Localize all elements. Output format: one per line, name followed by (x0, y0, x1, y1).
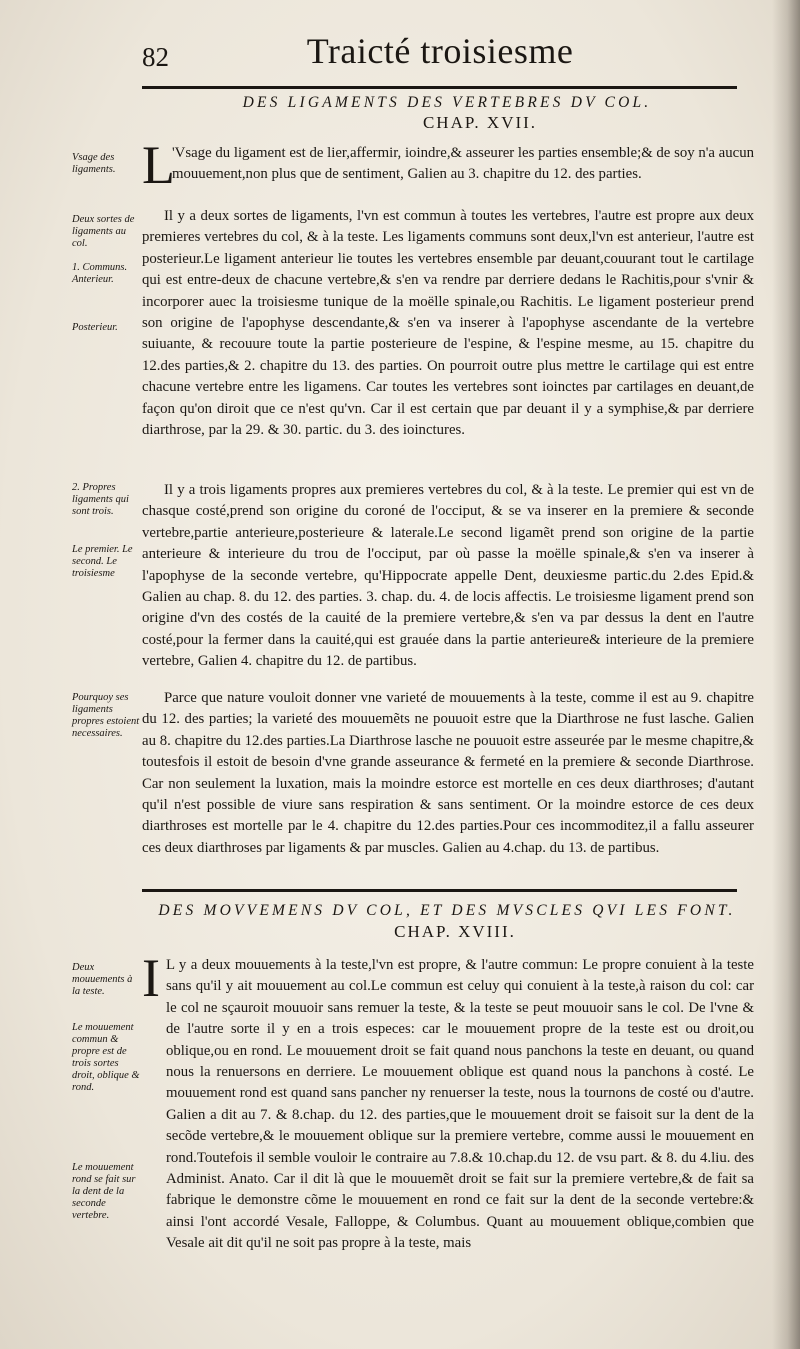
paragraph: Il y a deux sortes de ligaments, l'vn est commun à toutes les vertebres, l'autre est propre aux deux premieres vertebres du col, & à la teste. Les ligaments communs sont deux,l'vn est anterieur, l'autre est posterieur.Le ligament anterieur lie toutes les vertebres ensemble par deuant,couurant tout le cartilage qui est entre-deux de chacune vertebre,& s'en va rendre par derriere dedans le Rachitis,pour s'vnir & incorporer auec la troisiesme tunique de la moëlle spinale,ou Rachitis. Le ligament posterieur prend son origine de l'apophyse descendante,& s'en va inserer à l'apophyse ascendante de la vertebre suiuante, & recouure toute la partie posterieure de l'espine, & l'espine mesme, au 15. chapitre du 12.des parties,& 2. chapitre du 13. des parties. On pourroit outre plus mettre le cartilage qui est entre chacune vertebre entre les ligamens. Car toutes les vertebres sont ioinctes par cartilages en deuant,de façon qu'on diroit que ce n'est qu'vn. Car il est certain que par deuant il y a symphise,& par derriere diarthrose, par la 29. & 30. partic. du 3. des ioinctures. (142, 208, 754, 439)
chapter18-number: CHAP. XVIII. (394, 922, 516, 941)
margin-note: 1. Communs. Anterieur. (72, 262, 128, 285)
page-binding-shadow (772, 0, 800, 1349)
paragraph: 'Vsage du ligament est de lier,affermir, ioindre,& asseurer les parties ensemble;& de soy n'a aucun mouuement,non plus que de sentiment, Galien au 3. chapitre du 12. des parties. (172, 145, 754, 183)
dropcap-i: I (142, 948, 160, 1008)
margin-note: Pourquoy ses ligaments propres estoient necessaires. (72, 692, 140, 739)
page-number: 82 (142, 42, 169, 72)
chapter18-title: DES MOVVEMENS DV COL, ET DES MVSCLES QVI LES FONT. (158, 902, 736, 919)
paragraph: Parce que nature vouloit donner vne varieté de mouuements à la teste, comme il est au 9. chapitre du 12. des parties; la varieté des mouuemẽts ne pouuoit estre que la Diarthrose ne fust lasche. Galien au 8. chapitre du 12.des parties.La Diarthrose lasche ne pouuoit estre asseurée par le mesme chapitre,& toutesfois il estoit de besoin d'vne grande asseurance & fermeté en la premiere & seconde Diarthrose. Car non seulement la luxation, mais la moindre estorce est mortelle en ces deux diarthroses; d'autant qu'il n'est possible de viure sans respiration & sans sentiment. Or la moindre estorce de ces deux diarthroses est mortelle par le 4. chapitre du 12.des parties.Pour ces incommoditez,il a fallu asseurer ces deux diarthroses par ligaments & par muscles. Galien au 4.chap. du 13. de partibus. (142, 690, 754, 856)
running-title: Traicté troisiesme (306, 31, 574, 71)
margin-note: Le mouuement commun & propre est de trois sortes droit, oblique & rond. (72, 1022, 140, 1093)
chapter17-number: CHAP. XVII. (422, 113, 538, 132)
margin-note: Deux mouuements à la teste. (72, 962, 133, 997)
paragraph: Il y a trois ligaments propres aux premieres vertebres du col, & à la teste. Le premier qui est vn de chasque costé,prend son origine du coroné de l'occiput, & se va inserer en la premiere & seconde vertebre,partie anterieure,posterieure & laterale.Le second ligamẽt prend son origine de la partie anterieure & interieure du trou de l'occiput, par où passe la moëlle spinale,& s'en va inserer à l'apophyse de la seconde vertebre, qu'Hippocrate appelle Dent, deuxiesme partic.du 2.des Epid.& Galien au chap. 8. du 12. des parties. 3. chap. du. 4. de locis affectis. Le troisiesme ligament prend son origine d'vn des costés de la cauité de la premiere vertebre,& s'en va par dessus la dent en l'autre costé,pour la fermer dans la cauité,qui est grauée dans la partie anterieure& interieure de la premiere vertebre, Galien 4. chapitre du 12. de partibus. (142, 482, 754, 670)
margin-note: Vsage des ligaments. (72, 152, 116, 175)
dropcap-l: L (142, 135, 175, 195)
margin-note: Deux sortes de ligaments au col. (72, 214, 135, 249)
margin-note: 2. Propres ligaments qui sont trois. (72, 482, 129, 517)
margin-note: Le mouuement rond se fait sur la dent de la seconde vertebre. (72, 1162, 136, 1221)
chapter17-title: DES LIGAMENTS DES VERTEBRES DV COL. (242, 94, 652, 111)
header-rule (142, 86, 737, 89)
section-rule (142, 889, 737, 892)
margin-note: Posterieur. (72, 322, 118, 333)
margin-note: Le premier. Le second. Le troisiesme (72, 544, 133, 579)
paragraph: L y a deux mouuements à la teste,l'vn est propre, & l'autre commun: Le propre conuient à la teste sans qu'il y ait mouuement au col.Le commun est celuy qui conuient à la teste,à raison du col: car le col ne sçauroit mouuoir sans remuer la teste, & la teste se peut mouuoir sans le col. De l'vne & de l'autre sorte il y en a trois especes: car le mouuement propre de la teste est ou droit,ou oblique,ou en rond. Le mouuement droit se fait quand nous panchons la teste en deuant, ou quand nous la renuersons en derriere. Le mouuement oblique est quand nous la panchons à costé. Le mouuement rond est quand sans pancher ny renuerser la teste, nous la tournons de costé ou d'autre. Galien a dit au 7. & 8.chap. du 12. des parties,que le mouuement droit se faisoit sur la dent de la secõde vertebre,& le mouuement oblique sur la premiere vertebre, comme aussi le mouuement en rond.Toutefois il semble vouloir le contraire au 7.8.& 10.chap.du 12. de vsu part. & 8. du 4.liu. des Administ. Anato. Car il dit là que le mouuemẽt droit se fait sur la premiere vertebre,& de fait sa fabrique le demonstre cõme le mouuement en rond ce fait sur la dent de la seconde vertebre:& ainsi l'ont accordé Vesale, Falloppe, & Columbus. Quant au mouuement oblique,combien que Vesale ait dit qu'il ne soit pas propre à la teste, mais (166, 957, 754, 1252)
